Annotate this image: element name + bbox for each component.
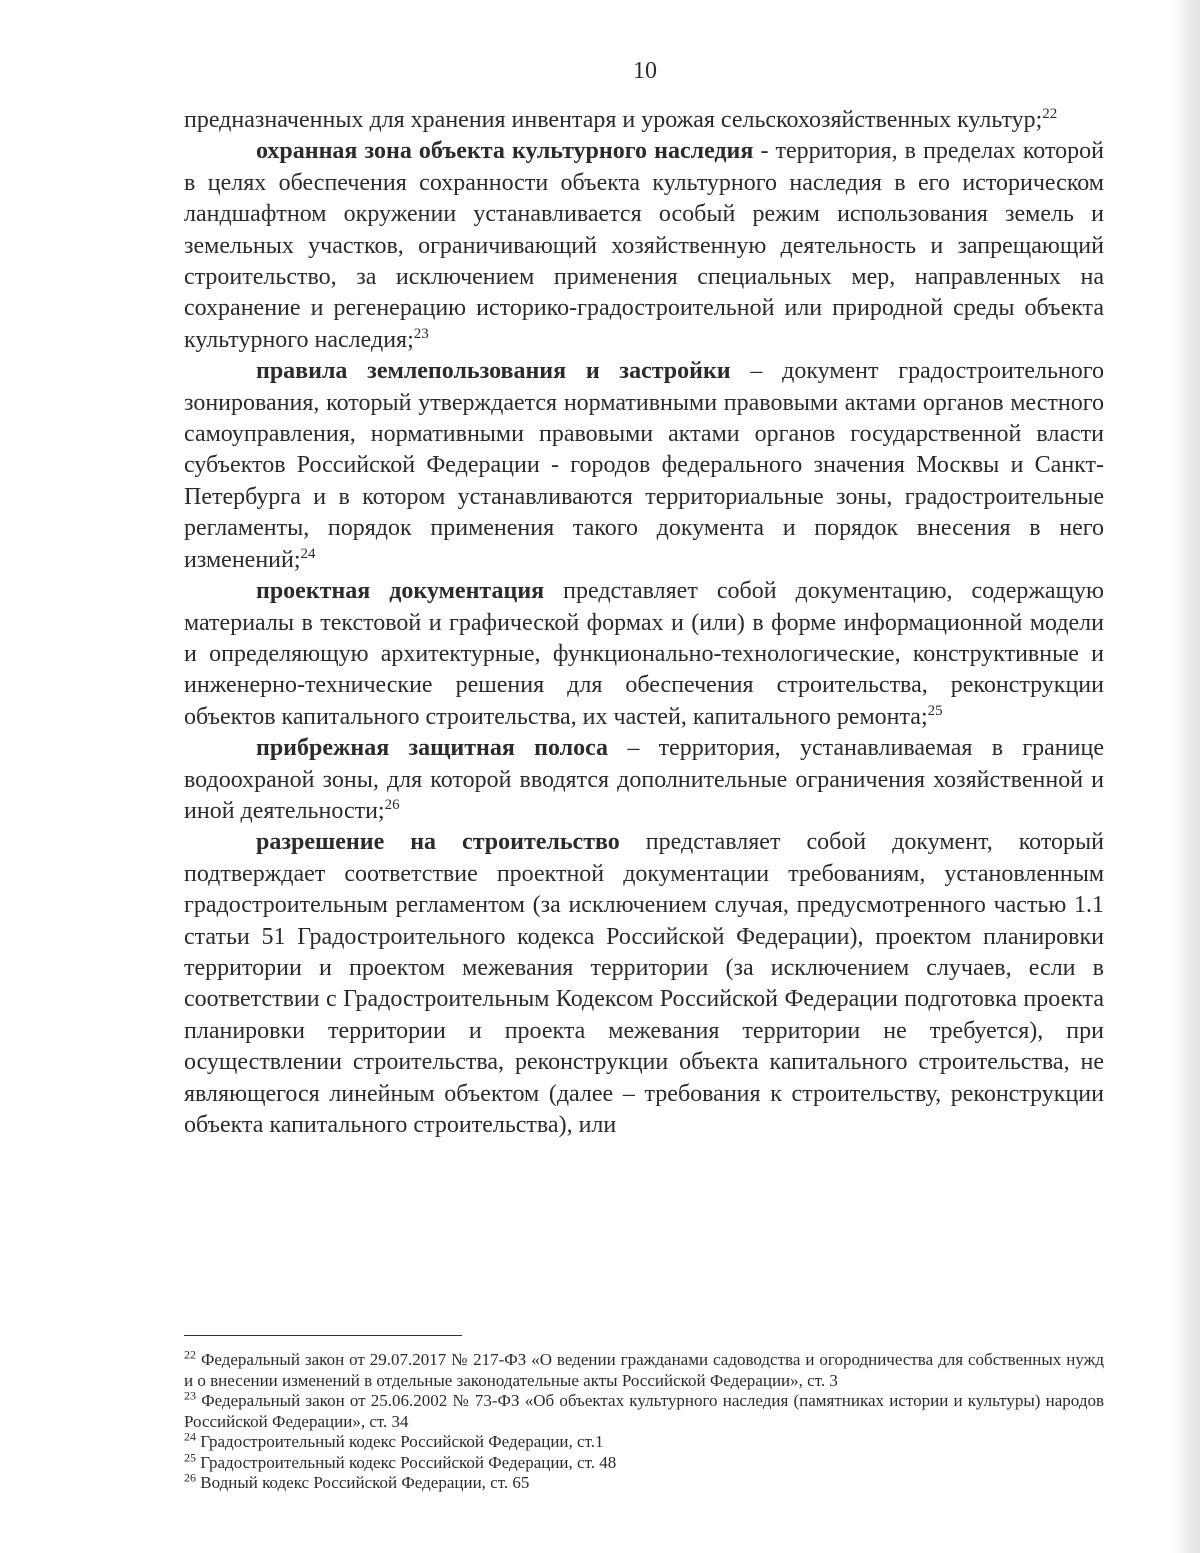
footnote-text: Федеральный закон от 25.06.2002 № 73-ФЗ «Об объектах культурного наследия (памятниках истории и культуры) народов Российской Федерации», ст. 34 bbox=[184, 1391, 1104, 1431]
definition-paragraph bbox=[184, 733, 1104, 827]
defined-term: разрешение на строительство bbox=[256, 829, 620, 856]
footnote-text: Федеральный закон от 29.07.2017 № 217-ФЗ «О ведении гражданами садоводства и огородничества для собственных нужд и о внесении изменений в отдельные законодательные акты Российской Федерации», ст. 3 bbox=[184, 1350, 1104, 1390]
footnote-ref[interactable]: 22 bbox=[1042, 106, 1058, 122]
footnote-text: Градостроительный кодекс Российской Федерации, ст. 48 bbox=[196, 1452, 617, 1472]
paragraph-text: предназначенных для хранения инвентаря и урожая сельскохозяйственных культур; bbox=[184, 107, 1043, 133]
footnote-ref[interactable]: 26 bbox=[384, 796, 400, 813]
footnote-ref[interactable]: 24 bbox=[300, 545, 316, 562]
footnote-text: Градостроительный кодекс Российской Федерации, ст.1 bbox=[196, 1432, 604, 1451]
document-body bbox=[184, 105, 1104, 1141]
footnote-ref[interactable]: 23 bbox=[413, 325, 429, 342]
definition-text: – территория, устанавливаемая в границе водоохраной зоны, для которой вводятся дополнительные ограничения хозяйственной и иной деятельности; bbox=[184, 735, 1104, 824]
defined-term: правила землепользования и застройки bbox=[256, 358, 731, 385]
page-edge-shadow bbox=[1172, 0, 1200, 1553]
footnote bbox=[184, 1347, 1104, 1391]
defined-term: проектная документация bbox=[256, 578, 545, 605]
footnote-number: 26 bbox=[184, 1470, 196, 1485]
footnote-number: 24 bbox=[184, 1429, 196, 1444]
definition-text: - территория, в пределах которой в целях обеспечения сохранности объекта культурного наследия в его историческом ландшафтном окружении устанавливается особый режим использования земель и земельных участков, ограничивающий хозяйственную деятельность и запрещающий строительство, за исключением применения специальных мер, направленных на сохранение и регенерацию историко-градостроительной или природной среды объекта культурного наследия; bbox=[184, 138, 1104, 353]
footnote bbox=[184, 1429, 1104, 1453]
footnote-ref[interactable]: 25 bbox=[927, 702, 943, 719]
footnotes bbox=[184, 1347, 1104, 1494]
definition-text: – документ градостроительного зонирования, который утверждается нормативными правовыми актами органов местного самоуправления, нормативными правовыми актами органов государственной власти субъектов Российской Федерации - городов федерального значения Москвы и Санкт-Петербурга и в котором устанавливаются территориальные зоны, градостроительные регламенты, порядок применения такого документа и порядок внесения в него изменений; bbox=[184, 358, 1104, 573]
page-number: 10 bbox=[633, 58, 657, 84]
defined-term: охранная зона объекта культурного наследия bbox=[256, 138, 754, 165]
definition-paragraph bbox=[184, 576, 1104, 733]
footnote-number: 23 bbox=[184, 1388, 196, 1403]
definition-text: представляет собой документ, который подтверждает соответствие проектной документации требованиям, установленным градостроительным регламентом (за исключением случая, предусмотренного частью 1.1 статьи 51 Градостроительного кодекса Российской Федерации), проектом планировки территории и проектом межевания территории (за исключением случаев, если в соответствии с Градостроительным Кодексом Российской Федерации подготовка проекта планировки территории и проекта межевания территории не требуется), при осуществлении строительства, реконструкции объекта капитального строительства, не являющегося линейным объектом (далее – требования к строительству, реконструкции объекта капитального строительства), или bbox=[184, 829, 1104, 1138]
footnote bbox=[184, 1388, 1104, 1432]
footnote-separator bbox=[184, 1335, 462, 1336]
footnote bbox=[184, 1449, 1104, 1474]
definition-text: представляет собой документацию, содержащую материалы в текстовой и графической формах и (или) в форме информационной модели и определяющую архитектурные, функционально-технологические, конструктивные и инженерно-технические решения для обеспечения строительства, реконструкции объектов капитального строительства, их частей, капитального ремонта; bbox=[184, 578, 1104, 730]
definition-paragraph bbox=[184, 827, 1104, 1141]
paragraph-continuation bbox=[184, 105, 1104, 136]
definition-paragraph bbox=[184, 136, 1104, 356]
defined-term: прибрежная защитная полоса bbox=[256, 735, 609, 762]
footnote-text: Водный кодекс Российской Федерации, ст. 65 bbox=[196, 1473, 530, 1492]
footnote-number: 25 bbox=[184, 1449, 196, 1464]
footnote-number: 22 bbox=[184, 1347, 196, 1362]
footnote bbox=[184, 1470, 1104, 1494]
definition-paragraph bbox=[184, 356, 1104, 576]
